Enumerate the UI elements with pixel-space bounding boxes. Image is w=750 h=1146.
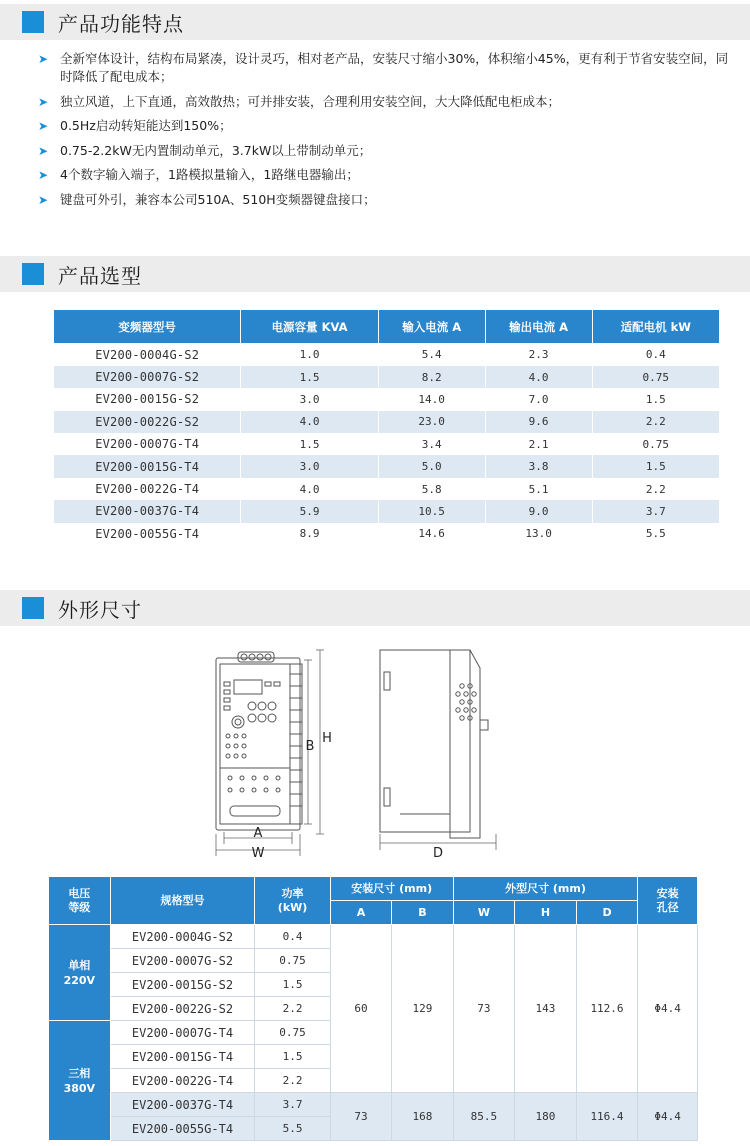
dimension-table (48, 876, 698, 1141)
feature-item (38, 166, 738, 184)
table-row (54, 478, 720, 500)
value-cell: 7.0 (485, 388, 592, 410)
power-cell: 0.75 (255, 1021, 330, 1045)
column-header: 电源容量 KVA (241, 310, 378, 344)
voltage-group-cell: 单相 220V (49, 925, 111, 1021)
table-row (49, 1093, 698, 1117)
arrow-icon: ➤ (38, 52, 49, 66)
value-cell: 9.6 (485, 411, 592, 433)
value-cell: 3.8 (485, 455, 592, 477)
model-cell: EV200-0004G-S2 (54, 344, 241, 366)
header-w: W (453, 901, 515, 925)
value-cell: 4.0 (485, 366, 592, 388)
value-cell: 5.4 (378, 344, 485, 366)
arrow-icon: ➤ (38, 119, 49, 133)
column-header: 变频器型号 (54, 310, 241, 344)
header-a: A (330, 901, 391, 925)
section-title: 外形尺寸 (58, 597, 142, 622)
table-row (54, 411, 720, 433)
value-cell: 2.2 (592, 478, 719, 500)
value-cell: 1.5 (592, 388, 719, 410)
feature-text: 0.5Hz启动转矩能达到150%； (60, 118, 232, 133)
value-cell: 2.2 (592, 411, 719, 433)
feature-item (38, 142, 738, 160)
arrow-icon: ➤ (38, 192, 49, 207)
value-cell: 14.0 (378, 388, 485, 410)
value-cell: 14.6 (378, 523, 485, 545)
model-cell: EV200-0022G-S2 (110, 997, 255, 1021)
outline-drawing (200, 638, 530, 858)
section-title: 产品功能特点 (58, 11, 184, 36)
feature-item (38, 191, 738, 209)
section-header-dimensions (0, 590, 750, 626)
dim-label-h: H (322, 731, 332, 746)
value-cell: 5.8 (378, 478, 485, 500)
model-cell: EV200-0004G-S2 (110, 925, 255, 949)
model-cell: EV200-0037G-T4 (110, 1093, 255, 1117)
section-header-selection (0, 256, 750, 292)
dimension-cell: 85.5 (453, 1093, 515, 1141)
header-h: H (515, 901, 576, 925)
feature-text: 全新窄体设计，结构布局紧凑，设计灵巧，相对老产品，安装尺寸缩小30%，体积缩小45%，更有利于节省安装空间，同时降低了配电成本； (60, 51, 729, 84)
power-cell: 5.5 (255, 1117, 330, 1141)
dimension-cell: 60 (330, 925, 391, 1093)
power-cell: 3.7 (255, 1093, 330, 1117)
value-cell: 4.0 (241, 411, 378, 433)
value-cell: 23.0 (378, 411, 485, 433)
value-cell: 4.0 (241, 478, 378, 500)
model-cell: EV200-0022G-T4 (54, 478, 241, 500)
dimension-cell: Φ4.4 (638, 1093, 698, 1141)
arrow-icon: ➤ (38, 143, 49, 158)
model-cell: EV200-0055G-T4 (54, 523, 241, 545)
selection-table (53, 309, 720, 545)
side-view (380, 650, 488, 838)
feature-text: 0.75-2.2kW无内置制动单元，3.7kW以上带制动单元； (60, 142, 372, 158)
model-cell: EV200-0015G-S2 (54, 388, 241, 410)
table-row (54, 388, 720, 410)
value-cell: 1.5 (241, 433, 378, 455)
model-cell: EV200-0015G-T4 (54, 455, 241, 477)
feature-text: 键盘可外引，兼容本公司510A、510H变频器键盘接口； (60, 191, 376, 207)
column-header: 输出电流 A (485, 310, 592, 344)
dimension-cell: 73 (330, 1093, 391, 1141)
column-header: 输入电流 A (378, 310, 485, 344)
value-cell: 2.1 (485, 433, 592, 455)
power-cell: 1.5 (255, 973, 330, 997)
dimension-cell: 112.6 (576, 925, 638, 1093)
table-row (54, 523, 720, 545)
table-row (54, 344, 720, 366)
model-cell: EV200-0037G-T4 (54, 500, 241, 522)
power-cell: 0.4 (255, 925, 330, 949)
dimension-cell: 168 (392, 1093, 453, 1141)
arrow-icon: ➤ (38, 94, 49, 109)
front-view (216, 652, 302, 830)
table-row (54, 433, 720, 455)
value-cell: 3.0 (241, 455, 378, 477)
feature-item (38, 50, 738, 86)
power-cell: 1.5 (255, 1045, 330, 1069)
section-square-icon (22, 597, 44, 619)
model-cell: EV200-0015G-S2 (110, 973, 255, 997)
power-cell: 2.2 (255, 1069, 330, 1093)
value-cell: 8.2 (378, 366, 485, 388)
power-cell: 2.2 (255, 997, 330, 1021)
model-cell: EV200-0007G-S2 (54, 366, 241, 388)
dim-label-w: W (251, 846, 265, 858)
value-cell: 10.5 (378, 500, 485, 522)
dimension-cell: 116.4 (576, 1093, 638, 1141)
value-cell: 5.1 (485, 478, 592, 500)
value-cell: 5.5 (592, 523, 719, 545)
value-cell: 2.3 (485, 344, 592, 366)
dim-label-d: D (432, 846, 444, 858)
power-cell: 0.75 (255, 949, 330, 973)
model-cell: EV200-0022G-S2 (54, 411, 241, 433)
value-cell: 3.4 (378, 433, 485, 455)
table-header-row (54, 310, 720, 344)
value-cell: 13.0 (485, 523, 592, 545)
value-cell: 0.4 (592, 344, 719, 366)
value-cell: 8.9 (241, 523, 378, 545)
value-cell: 0.75 (592, 433, 719, 455)
table-row (54, 500, 720, 522)
dimension-cell: 129 (392, 925, 453, 1093)
header-d: D (576, 901, 638, 925)
dim-label-b: B (305, 739, 315, 754)
model-cell: EV200-0007G-T4 (110, 1021, 255, 1045)
dimension-cell: 73 (453, 925, 515, 1093)
header-power: 功率 (kW) (255, 877, 330, 925)
header-hole: 安装 孔径 (638, 877, 698, 925)
header-voltage: 电压 等级 (49, 877, 111, 925)
value-cell: 5.9 (241, 500, 378, 522)
section-header-features (0, 4, 750, 40)
model-cell: EV200-0055G-T4 (110, 1117, 255, 1141)
column-header: 适配电机 kW (592, 310, 719, 344)
header-install-size: 安装尺寸 (mm) (330, 877, 453, 901)
table-row (49, 925, 698, 949)
section-title: 产品选型 (58, 263, 142, 288)
voltage-group-cell: 三相 380V (49, 1021, 111, 1141)
section-square-icon (22, 11, 44, 33)
table-row (54, 455, 720, 477)
dimension-cell: Φ4.4 (638, 925, 698, 1093)
dimension-cell: 143 (515, 925, 576, 1093)
header-b: B (392, 901, 453, 925)
value-cell: 3.0 (241, 388, 378, 410)
value-cell: 1.5 (241, 366, 378, 388)
header-model: 规格型号 (110, 877, 255, 925)
table-row (54, 366, 720, 388)
model-cell: EV200-0022G-T4 (110, 1069, 255, 1093)
value-cell: 1.5 (592, 455, 719, 477)
dim-label-a: A (253, 826, 263, 841)
value-cell: 1.0 (241, 344, 378, 366)
header-outline-size: 外型尺寸 (mm) (453, 877, 638, 901)
value-cell: 5.0 (378, 455, 485, 477)
dimension-cell: 180 (515, 1093, 576, 1141)
feature-text: 4个数字输入端子，1路模拟量输入，1路继电器输出； (60, 167, 359, 182)
value-cell: 3.7 (592, 500, 719, 522)
feature-item (38, 93, 738, 111)
model-cell: EV200-0007G-S2 (110, 949, 255, 973)
feature-item (38, 117, 738, 135)
arrow-icon: ➤ (38, 168, 49, 182)
value-cell: 0.75 (592, 366, 719, 388)
feature-text: 独立风道，上下直通，高效散热；可并排安装，合理利用安装空间，大大降低配电柜成本； (60, 93, 561, 109)
value-cell: 9.0 (485, 500, 592, 522)
feature-list (38, 50, 738, 215)
model-cell: EV200-0007G-T4 (54, 433, 241, 455)
model-cell: EV200-0015G-T4 (110, 1045, 255, 1069)
section-square-icon (22, 263, 44, 285)
